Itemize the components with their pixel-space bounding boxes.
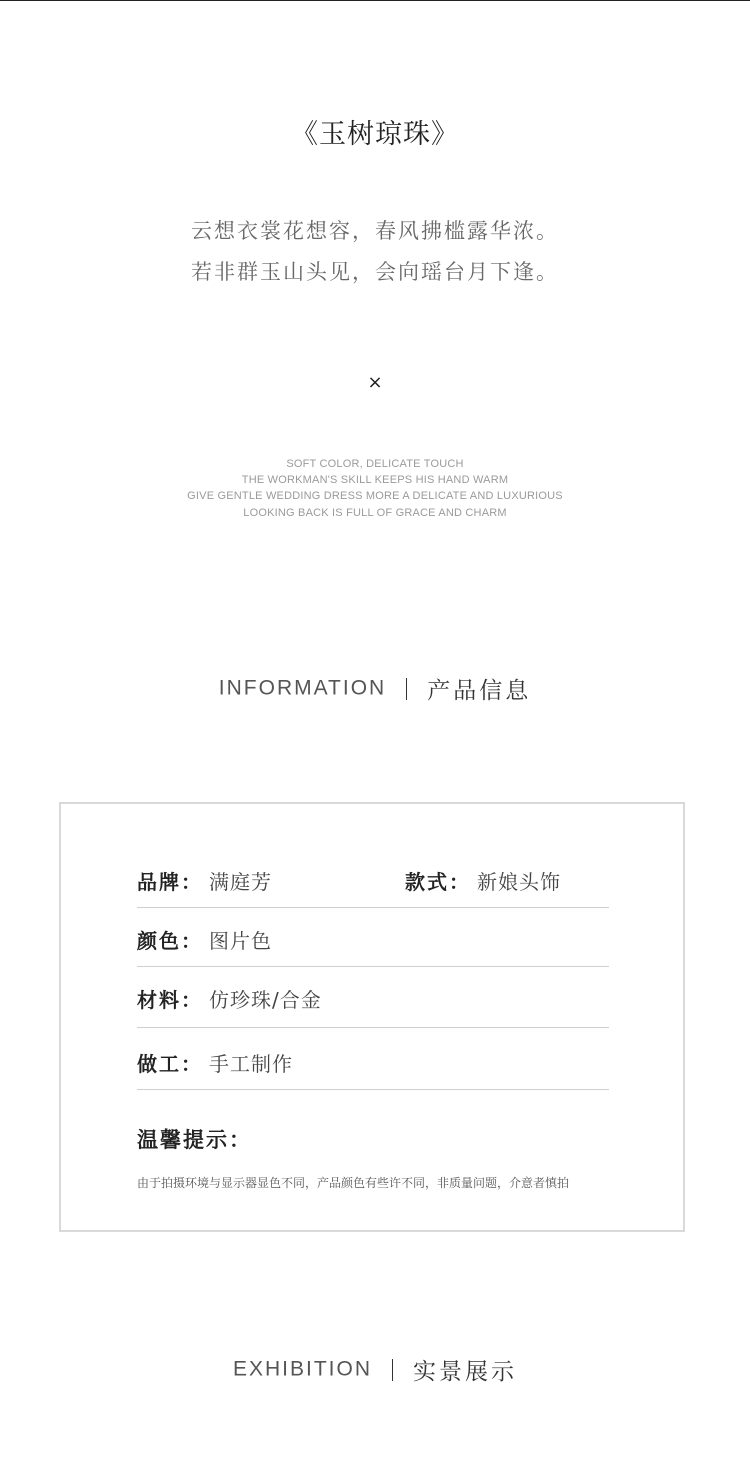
cross-divider-icon: × [367,372,383,393]
product-title: 《玉树琼珠》 [291,119,459,150]
row-divider [137,1027,609,1028]
craft-label: 做工： [137,1052,203,1076]
information-heading-zh: 产品信息 [427,678,532,704]
brand-label: 品牌： [137,870,203,894]
exhibition-heading-en: EXHIBITION [232,1357,373,1381]
information-heading [0,672,750,705]
row-divider [137,907,609,908]
product-info-box [59,802,685,1232]
info-row-material [137,984,609,1013]
tip-text: 由于拍摄环境与显示器显色不同，产品颜色有些许不同，非质量问题，介意者慎拍 [137,1176,570,1190]
exhibition-heading-zh: 实景展示 [413,1359,518,1385]
poem-line-1: 云想衣裳花想容，春风拂槛露华浓。 [191,219,559,243]
color-value: 图片色 [209,929,272,953]
row-divider [137,966,609,967]
info-row-color [137,925,609,954]
craft-value: 手工制作 [209,1052,293,1076]
tip-title: 温馨提示： [137,1128,252,1152]
poem-line-2: 若非群玉山头见，会向瑶台月下逢。 [191,260,559,284]
style-value: 新娘头饰 [477,870,561,894]
style-label: 款式： [405,870,471,894]
material-value: 仿珍珠/合金 [209,988,322,1012]
info-row-craft [137,1048,609,1077]
english-line-3: GIVE GENTLE WEDDING DRESS MORE A DELICATE AND LUXURIOUS [187,490,563,502]
heading-separator [406,678,407,700]
english-line-4: LOOKING BACK IS FULL OF GRACE AND CHARM [243,507,507,519]
color-label: 颜色： [137,929,203,953]
row-divider [137,1089,609,1090]
brand-value: 满庭芳 [209,870,272,894]
top-rule [0,0,750,1]
english-line-1: SOFT COLOR, DELICATE TOUCH [286,458,464,470]
info-row-brand-style [137,866,609,895]
heading-separator [392,1359,393,1381]
exhibition-heading [0,1353,750,1386]
english-line-2: THE WORKMAN'S SKILL KEEPS HIS HAND WARM [241,474,509,486]
style-cell [405,866,561,895]
material-label: 材料： [137,988,203,1012]
information-heading-en: INFORMATION [218,676,387,700]
